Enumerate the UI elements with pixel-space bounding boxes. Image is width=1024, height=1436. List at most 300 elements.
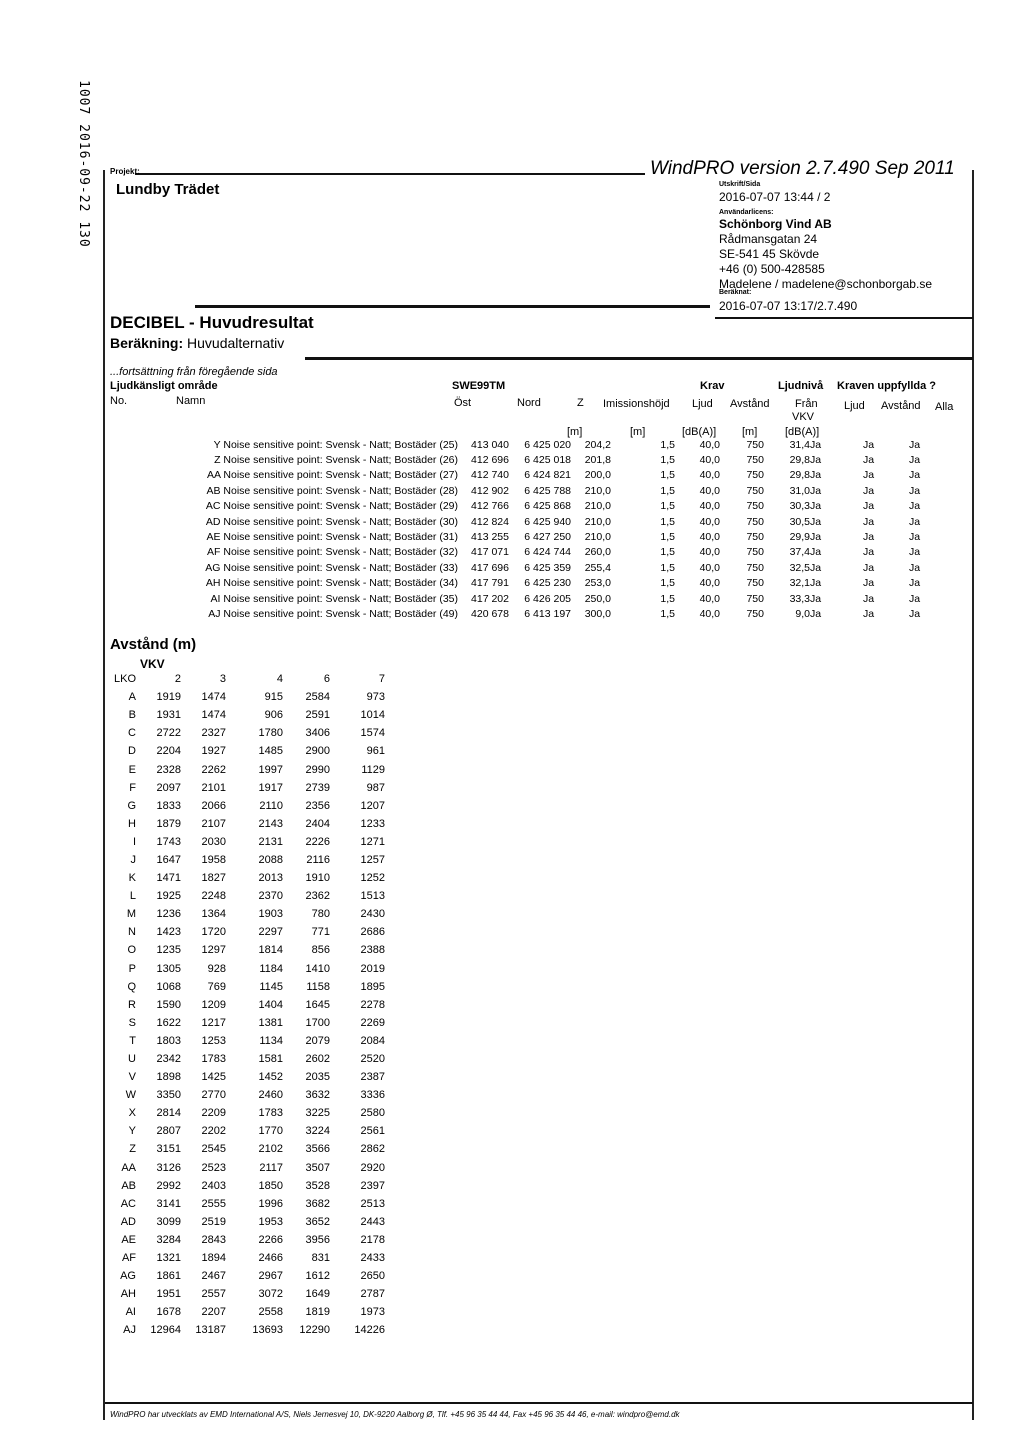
distance-value: 2101	[201, 781, 226, 794]
distance-value: 2107	[201, 817, 226, 830]
east: 417 071	[471, 546, 509, 559]
east: 412 902	[471, 484, 509, 497]
distance-value: 13693	[252, 1324, 283, 1337]
table-row	[112, 869, 385, 887]
distance-value: 2862	[360, 1143, 385, 1156]
row-label: K	[128, 872, 136, 885]
distance-value: 1814	[258, 944, 283, 957]
distance-value: 2523	[201, 1161, 226, 1174]
table-row	[112, 941, 385, 959]
header-krav: Krav	[700, 380, 725, 392]
table-row	[112, 960, 385, 978]
distance-value: 2035	[305, 1071, 330, 1084]
req-distance: 750	[746, 607, 764, 620]
req-sound: 40,0	[699, 531, 720, 544]
distance-value: 1925	[156, 890, 181, 903]
distance-value: 2019	[360, 962, 385, 975]
header-avstand2: Avstånd	[881, 400, 921, 412]
z: 200,0	[584, 469, 611, 482]
distance-value: 2404	[305, 817, 330, 830]
distance-value: 973	[366, 691, 385, 704]
ok-distance: Ja	[863, 546, 875, 559]
sound-level: 30,5	[789, 515, 810, 528]
distance-header: 7	[378, 673, 385, 686]
distance-value: 2131	[258, 835, 283, 848]
ok-sound: Ja	[810, 592, 822, 605]
north: 6 413 197	[524, 607, 571, 620]
distance-value: 2807	[156, 1125, 181, 1138]
ok-sound: Ja	[810, 577, 822, 590]
distance-value: 2900	[305, 745, 330, 758]
distance-value: 1647	[156, 853, 181, 866]
point-name: Z Noise sensitive point: Svensk - Natt; Bostäder (26)	[214, 454, 458, 467]
point-name: AA Noise sensitive point: Svensk - Natt; Bostäder (27)	[207, 469, 458, 482]
distance-value: 3350	[156, 1089, 181, 1102]
distance-value: 1184	[259, 962, 283, 975]
req-distance: 750	[746, 577, 764, 590]
north: 6 425 018	[524, 454, 571, 467]
distance-value: 1452	[258, 1071, 283, 1084]
distance-value: 1145	[259, 980, 283, 993]
row-label: X	[128, 1107, 136, 1120]
ok-all: Ja	[909, 561, 921, 574]
distance-value: 3099	[156, 1215, 181, 1228]
table-row	[105, 468, 952, 483]
req-distance: 750	[746, 500, 764, 513]
distance-value: 1894	[201, 1252, 226, 1265]
distance-value: 2209	[201, 1107, 226, 1120]
row-label: I	[132, 835, 136, 848]
row-label: J	[130, 853, 136, 866]
north: 6 426 205	[524, 592, 571, 605]
table-row	[112, 688, 385, 706]
distance-value: 1770	[258, 1125, 283, 1138]
distance-value: 1471	[156, 872, 181, 885]
distance-value: 2814	[156, 1107, 181, 1120]
ok-sound: Ja	[810, 546, 822, 559]
row-label: L	[129, 890, 136, 903]
header-coord: SWE99TM	[452, 380, 506, 392]
req-sound: 40,0	[699, 454, 720, 467]
header-fran: Från	[795, 398, 818, 410]
north: 6 425 020	[524, 438, 571, 451]
unit-m: [m]	[567, 426, 583, 438]
ok-distance: Ja	[863, 469, 875, 482]
distance-value: 1910	[305, 872, 330, 885]
distance-value: 1158	[306, 980, 330, 993]
imission-height: 1,5	[660, 561, 675, 574]
table-row	[112, 996, 385, 1014]
distance-value: 3126	[156, 1161, 181, 1174]
sound-level: 30,3	[789, 500, 810, 513]
distance-value: 1068	[156, 980, 181, 993]
distance-header-row	[112, 670, 385, 688]
distance-value: 1252	[360, 872, 385, 885]
req-sound: 40,0	[699, 469, 720, 482]
table-row	[112, 1267, 385, 1285]
distance-value: 1364	[201, 908, 226, 921]
distance-value: 2520	[360, 1053, 385, 1066]
distance-value: 928	[207, 962, 226, 975]
table-row	[112, 978, 385, 996]
distance-value: 2770	[201, 1089, 226, 1102]
ok-distance: Ja	[863, 561, 875, 574]
distance-value: 1743	[156, 835, 181, 848]
results-table	[105, 437, 952, 622]
sound-level: 33,3	[789, 592, 810, 605]
req-distance: 750	[746, 531, 764, 544]
ok-sound: Ja	[810, 515, 822, 528]
east: 412 766	[471, 500, 509, 513]
distance-value: 2066	[201, 799, 226, 812]
distance-value: 1898	[156, 1071, 181, 1084]
point-name: AH Noise sensitive point: Svensk - Natt; Bostäder (34)	[205, 577, 458, 590]
distance-value: 2030	[201, 835, 226, 848]
z: 210,0	[584, 484, 611, 497]
table-row	[112, 760, 385, 778]
north: 6 425 359	[524, 561, 571, 574]
imission-height: 1,5	[660, 500, 675, 513]
distance-value: 906	[264, 709, 283, 722]
distance-value: 2088	[258, 853, 283, 866]
req-sound: 40,0	[699, 500, 720, 513]
distance-value: 1927	[201, 745, 226, 758]
distance-value: 2356	[305, 799, 330, 812]
table-row	[105, 514, 952, 529]
point-name: Y Noise sensitive point: Svensk - Natt; Bostäder (25)	[213, 438, 458, 451]
distance-value: 2467	[201, 1270, 226, 1283]
imission-height: 1,5	[660, 607, 675, 620]
distance-value: 2967	[258, 1270, 283, 1283]
row-label: AE	[121, 1233, 136, 1246]
z: 253,0	[584, 577, 611, 590]
ok-distance: Ja	[863, 515, 875, 528]
distance-value: 1134	[259, 1034, 283, 1047]
north: 6 424 744	[524, 546, 571, 559]
ok-sound: Ja	[810, 607, 822, 620]
sound-level: 9,0	[795, 607, 810, 620]
sound-level: 29,8	[789, 454, 810, 467]
ok-distance: Ja	[863, 531, 875, 544]
distance-value: 1612	[305, 1270, 330, 1283]
ok-sound: Ja	[810, 438, 822, 451]
table-row	[105, 545, 952, 560]
row-label: AJ	[123, 1324, 136, 1337]
table-row	[112, 779, 385, 797]
distance-value: 3652	[305, 1215, 330, 1228]
header-no: No.	[110, 395, 128, 407]
header-uppfylld: Kraven uppfyllda ?	[837, 380, 937, 392]
footer-text: WindPRO har utvecklats av EMD International A/S, Niels Jernesvej 10, DK-9220 Aalborg Ø, Tlf. +45 96 35 44 44, Fax +45 96 35 44 46, e-mail: windpro@emd.dk	[110, 1410, 680, 1419]
distance-value: 1803	[156, 1034, 181, 1047]
ok-sound: Ja	[810, 561, 822, 574]
distance-value: 1271	[360, 835, 385, 848]
licensee-line: SE-541 45 Skövde	[719, 247, 820, 261]
table-row	[112, 1195, 385, 1213]
distance-value: 1931	[156, 709, 181, 722]
row-label: AG	[120, 1270, 136, 1283]
ok-sound: Ja	[810, 469, 822, 482]
ok-distance: Ja	[863, 592, 875, 605]
sound-level: 29,9	[789, 531, 810, 544]
distance-value: 2519	[201, 1215, 226, 1228]
distance-value: 2686	[360, 926, 385, 939]
east: 413 040	[471, 438, 509, 451]
distance-table	[112, 670, 385, 1339]
distance-value: 1425	[201, 1071, 226, 1084]
table-row	[105, 483, 952, 498]
req-sound: 40,0	[699, 546, 720, 559]
distance-value: 12290	[299, 1324, 330, 1337]
table-row	[112, 797, 385, 815]
distance-value: 3224	[305, 1125, 330, 1138]
distance-value: 1903	[258, 908, 283, 921]
distance-value: 1014	[360, 709, 385, 722]
sound-level: 32,1	[789, 577, 810, 590]
east: 420 678	[471, 607, 509, 620]
distance-value: 1780	[258, 727, 283, 740]
row-label: T	[129, 1034, 136, 1047]
point-name: AC Noise sensitive point: Svensk - Natt; Bostäder (29)	[205, 500, 458, 513]
table-row	[112, 833, 385, 851]
distance-value: 2178	[360, 1233, 385, 1246]
distance-value: 1574	[360, 727, 385, 740]
ok-all: Ja	[909, 500, 921, 513]
right-rule	[715, 317, 973, 319]
table-row	[112, 923, 385, 941]
distance-value: 2370	[258, 890, 283, 903]
distance-value: 1827	[201, 872, 226, 885]
distance-value: 1209	[201, 998, 226, 1011]
distance-value: 1622	[156, 1016, 181, 1029]
imission-height: 1,5	[660, 592, 675, 605]
distance-value: 1581	[258, 1053, 283, 1066]
distance-value: 2460	[258, 1089, 283, 1102]
distance-value: 2269	[360, 1016, 385, 1029]
distance-value: 1649	[305, 1288, 330, 1301]
table-row	[105, 576, 952, 591]
imission-height: 1,5	[660, 438, 675, 451]
distance-value: 1305	[156, 962, 181, 975]
table-row	[112, 1140, 385, 1158]
row-label: AA	[121, 1161, 136, 1174]
point-name: AJ Noise sensitive point: Svensk - Natt; Bostäder (49)	[208, 607, 458, 620]
distance-value: 2584	[305, 691, 330, 704]
distance-value: 1953	[258, 1215, 283, 1228]
distance-title: Avstånd (m)	[110, 636, 197, 653]
req-distance: 750	[746, 561, 764, 574]
distance-value: 1917	[258, 781, 283, 794]
ok-all: Ja	[909, 469, 921, 482]
row-label: S	[128, 1016, 136, 1029]
header-alla: Alla	[935, 401, 954, 413]
distance-value: 1819	[305, 1306, 330, 1319]
distance-value: 1996	[258, 1197, 283, 1210]
distance-value: 3507	[305, 1161, 330, 1174]
calc-name: Huvudalternativ	[187, 335, 285, 351]
ok-sound: Ja	[810, 500, 822, 513]
distance-value: 14226	[354, 1324, 385, 1337]
distance-value: 2843	[201, 1233, 226, 1246]
distance-value: 769	[207, 980, 226, 993]
distance-value: 1321	[156, 1252, 181, 1265]
distance-value: 2327	[201, 727, 226, 740]
distance-value: 1513	[360, 890, 385, 903]
row-label: G	[127, 799, 136, 812]
distance-value: 2342	[156, 1053, 181, 1066]
req-sound: 40,0	[699, 607, 720, 620]
ok-all: Ja	[909, 592, 921, 605]
row-label: O	[127, 944, 136, 957]
distance-value: 2466	[258, 1252, 283, 1265]
z: 201,8	[584, 454, 611, 467]
z: 210,0	[584, 531, 611, 544]
distance-value: 1423	[156, 926, 181, 939]
distance-value: 1233	[360, 817, 385, 830]
print-value: 2016-07-07 13:44 / 2	[719, 190, 831, 204]
row-label: W	[125, 1089, 136, 1102]
header-namn: Namn	[176, 395, 206, 407]
row-label: H	[128, 817, 136, 830]
distance-value: 2403	[201, 1179, 226, 1192]
distance-value: 1474	[201, 691, 226, 704]
row-label: F	[129, 781, 136, 794]
unit-db: [dB(A)]	[682, 426, 717, 438]
req-sound: 40,0	[699, 577, 720, 590]
distance-value: 3072	[258, 1288, 283, 1301]
ok-all: Ja	[909, 438, 921, 451]
distance-value: 1833	[156, 799, 181, 812]
distance-value: 2226	[305, 835, 330, 848]
east: 417 696	[471, 561, 509, 574]
req-sound: 40,0	[699, 515, 720, 528]
distance-value: 1958	[201, 853, 226, 866]
distance-value: 1895	[360, 980, 385, 993]
ok-distance: Ja	[863, 484, 875, 497]
ok-sound: Ja	[810, 531, 822, 544]
imission-height: 1,5	[660, 484, 675, 497]
east: 412 696	[471, 454, 509, 467]
row-label: AB	[121, 1179, 136, 1192]
distance-value: 1217	[201, 1016, 226, 1029]
header-ost: Öst	[454, 397, 472, 409]
distance-value: 2143	[258, 817, 283, 830]
header-z: Z	[577, 397, 584, 409]
sound-level: 31,0	[789, 484, 810, 497]
distance-value: 1297	[201, 944, 226, 957]
imission-height: 1,5	[660, 515, 675, 528]
table-row	[112, 1104, 385, 1122]
distance-value: 1997	[258, 763, 283, 776]
table-row	[105, 591, 952, 606]
distance-value: 1129	[361, 763, 385, 776]
page-title: DECIBEL - Huvudresultat	[110, 313, 314, 332]
z: 255,4	[584, 561, 611, 574]
distance-value: 3528	[305, 1179, 330, 1192]
distance-value: 1236	[156, 908, 181, 921]
distance-header: 2	[174, 673, 181, 686]
distance-value: 2013	[258, 872, 283, 885]
table-row	[112, 1303, 385, 1321]
distance-value: 1404	[258, 998, 283, 1011]
table-row	[112, 1285, 385, 1303]
distance-value: 2787	[360, 1288, 385, 1301]
calculation-line	[110, 335, 284, 351]
north: 6 425 868	[524, 500, 571, 513]
point-name: AB Noise sensitive point: Svensk - Natt; Bostäder (28)	[206, 484, 458, 497]
sound-level: 31,4	[789, 438, 810, 451]
distance-value: 1861	[156, 1270, 181, 1283]
distance-value: 2992	[156, 1179, 181, 1192]
north: 6 425 230	[524, 577, 571, 590]
distance-value: 2097	[156, 781, 181, 794]
table-row	[112, 1014, 385, 1032]
point-name: AE Noise sensitive point: Svensk - Natt; Bostäder (31)	[206, 531, 458, 544]
distance-value: 2084	[360, 1034, 385, 1047]
table-row	[112, 1159, 385, 1177]
distance-value: 1645	[305, 998, 330, 1011]
ok-all: Ja	[909, 515, 921, 528]
row-label: U	[128, 1053, 136, 1066]
row-label: C	[128, 727, 136, 740]
sound-level: 29,8	[789, 469, 810, 482]
table-row	[112, 905, 385, 923]
header-vkv: VKV	[792, 411, 815, 423]
row-label: N	[128, 926, 136, 939]
distance-value: 3225	[305, 1107, 330, 1120]
distance-value: 1410	[305, 962, 330, 975]
licensee-line: +46 (0) 500-428585	[719, 262, 825, 276]
point-name: AD Noise sensitive point: Svensk - Natt; Bostäder (30)	[205, 515, 458, 528]
req-distance: 750	[746, 546, 764, 559]
ok-all: Ja	[909, 607, 921, 620]
calc-value: 2016-07-07 13:17/2.7.490	[719, 299, 858, 313]
calc-prefix: Beräkning:	[110, 335, 184, 351]
project-label: Projekt:	[110, 167, 140, 176]
imission-height: 1,5	[660, 546, 675, 559]
north: 6 427 250	[524, 531, 571, 544]
table-row	[112, 815, 385, 833]
z: 300,0	[584, 607, 611, 620]
ok-all: Ja	[909, 577, 921, 590]
distance-value: 2561	[360, 1125, 385, 1138]
distance-value: 1257	[360, 853, 385, 866]
distance-value: 780	[311, 908, 330, 921]
distance-value: 2650	[360, 1270, 385, 1283]
distance-value: 1381	[258, 1016, 283, 1029]
distance-value: 2920	[360, 1161, 385, 1174]
row-label: V	[128, 1071, 136, 1084]
distance-value: 2328	[156, 763, 181, 776]
req-distance: 750	[746, 592, 764, 605]
frame-left	[103, 170, 105, 1420]
distance-value: 1879	[156, 817, 181, 830]
distance-value: 2116	[306, 853, 330, 866]
ok-distance: Ja	[863, 454, 875, 467]
distance-header: 3	[219, 673, 226, 686]
table-row	[112, 1032, 385, 1050]
fax-stamp: 1007 2016-09-22 130	[76, 80, 91, 248]
distance-value: 2555	[201, 1197, 226, 1210]
licensee-name: Schönborg Vind AB	[719, 217, 832, 231]
distance-value: 961	[366, 745, 385, 758]
ok-all: Ja	[909, 484, 921, 497]
distance-value: 3284	[156, 1233, 181, 1246]
distance-value: 3566	[305, 1143, 330, 1156]
east: 417 202	[471, 592, 509, 605]
table-row	[112, 1086, 385, 1104]
sound-level: 32,5	[789, 561, 810, 574]
